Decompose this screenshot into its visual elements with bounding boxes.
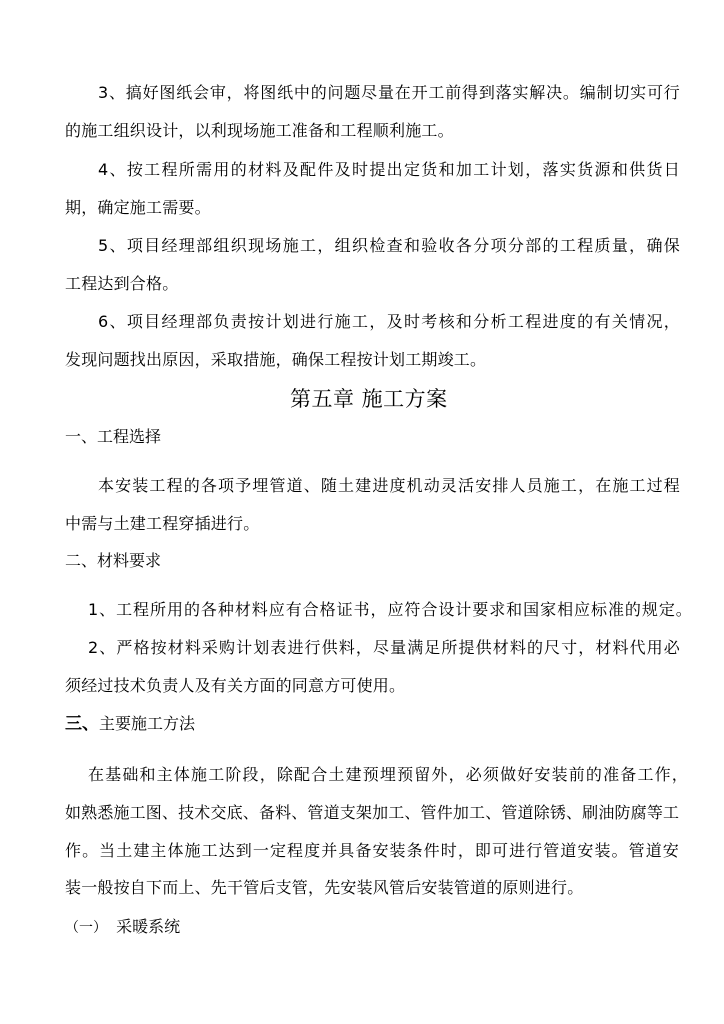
paragraph-5-line-2: 工程达到合格。 (65, 274, 179, 293)
paragraph-3-line-1: 3、搞好图纸会审，将图纸中的问题尽量在开工前得到落实解决。编制切实可行 (98, 83, 680, 102)
section-2-heading: 二、材料要求 (65, 551, 162, 570)
section-3-line-2: 如熟悉施工图、技术交底、备料、管道支架加工、管件加工、管道除锈、刷油防腐等工 (65, 803, 679, 822)
section-3-heading-number: 三、 (65, 714, 99, 734)
subsection-1-heading (65, 917, 180, 938)
section-2-item-2-line-2: 须经过技术负责人及有关方面的同意方可使用。 (65, 676, 406, 695)
section-2-item-2-line-1: 2、严格按材料采购计划表进行供料，尽量满足所提供材料的尺寸，材料代用必 (88, 638, 680, 657)
paragraph-6-line-2: 发现问题找出原因，采取措施，确保工程按计划工期竣工。 (65, 350, 487, 369)
paragraph-5-line-1: 5、项目经理部组织现场施工，组织检查和验收各分项分部的工程质量，确保 (98, 236, 680, 255)
section-1-line-2: 中需与土建工程穿插进行。 (65, 514, 260, 533)
paragraph-4-line-1: 4、按工程所需用的材料及配件及时提出定货和加工计划，落实货源和供货日 (98, 160, 680, 179)
section-1-heading: 一、工程选择 (65, 427, 162, 446)
section-3-line-3: 作。当土建主体施工达到一定程度并具备安装条件时，即可进行管道安装。管道安 (65, 841, 679, 860)
subsection-1-number: （一） (65, 920, 107, 936)
section-3-heading (65, 714, 195, 734)
section-2-item-1: 1、工程所用的各种材料应有合格证书，应符合设计要求和国家相应标准的规定。 (88, 600, 692, 619)
section-3-heading-text: 主要施工方法 (99, 714, 196, 733)
section-3-line-4: 装一般按自下而上、先干管后支管，先安装风管后安装管道的原则进行。 (65, 878, 584, 897)
paragraph-3-line-2: 的施工组织设计，以利现场施工准备和工程顺利施工。 (65, 121, 454, 140)
section-1-line-1: 本安装工程的各项予埋管道、随土建进度机动灵活安排人员施工，在施工过程 (98, 476, 680, 495)
subsection-1-text: 采暖系统 (116, 917, 181, 936)
paragraph-6-line-1: 6、项目经理部负责按计划进行施工，及时考核和分析工程进度的有关情况， (98, 312, 680, 331)
section-3-line-1: 在基础和主体施工阶段，除配合土建预埋预留外，必须做好安装前的准备工作， (88, 765, 688, 784)
paragraph-4-line-2: 期，确定施工需要。 (65, 198, 211, 217)
chapter-title: 第五章 施工方案 (290, 387, 448, 411)
